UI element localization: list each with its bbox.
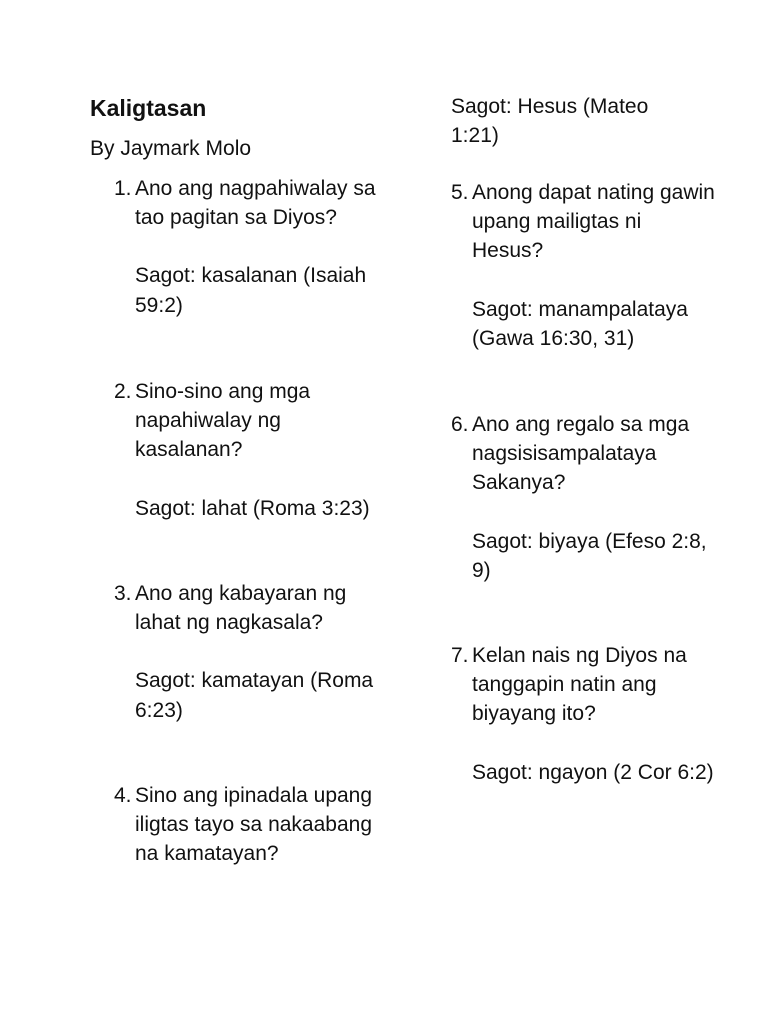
item-number: 2. — [114, 380, 132, 403]
document-author: By Jaymark Molo — [90, 137, 252, 160]
item-number: 6. — [451, 413, 469, 436]
item-question: Anong dapat nating gawin upang mailigtas ni Hesus? — [472, 181, 715, 263]
item-answer: Sagot: kamatayan (Roma 6:23) — [135, 669, 374, 722]
item-answer: Sagot: manampalataya (Gawa 16:30, 31) — [472, 297, 688, 350]
item-number: 5. — [451, 181, 469, 204]
item-question: Sino ang ipinadala upang iligtas tayo sa nakaabang na kamatayan? — [135, 784, 373, 866]
list-item-5 — [427, 178, 717, 353]
item-answer: Sagot: ngayon (2 Cor 6:2) — [472, 760, 714, 784]
document-title: Kaligtasan — [90, 95, 207, 121]
item-question: Ano ang regalo sa mga nagsisisampalataya Sakanya? — [472, 413, 690, 495]
item-question: Sino-sino ang mga napahiwalay ng kasalanan? — [135, 380, 311, 462]
item-number: 1. — [114, 177, 132, 200]
item-4-answer: Sagot: Hesus (Mateo 1:21) — [451, 95, 649, 148]
item-question: Ano ang kabayaran ng lahat ng nagkasala? — [135, 582, 347, 635]
list-item-7 — [427, 641, 717, 787]
item-answer: Sagot: kasalanan (Isaiah 59:2) — [135, 264, 367, 317]
item-number: 3. — [114, 582, 132, 605]
item-number: 7. — [451, 644, 469, 667]
item-answer: Sagot: lahat (Roma 3:23) — [135, 496, 370, 520]
list-item-6 — [427, 410, 717, 585]
item-question: Kelan nais ng Diyos na tanggapin natin ang biyayang ito? — [472, 644, 687, 726]
item-answer: Sagot: biyaya (Efeso 2:8, 9) — [472, 529, 707, 582]
item-question: Ano ang nagpahiwalay sa tao pagitan sa Diyos? — [135, 177, 376, 230]
list-item-4 — [90, 781, 380, 869]
list-item-2 — [90, 377, 380, 523]
list-item-3 — [90, 579, 380, 725]
list-item-1 — [90, 174, 380, 320]
item-number: 4. — [114, 784, 132, 807]
